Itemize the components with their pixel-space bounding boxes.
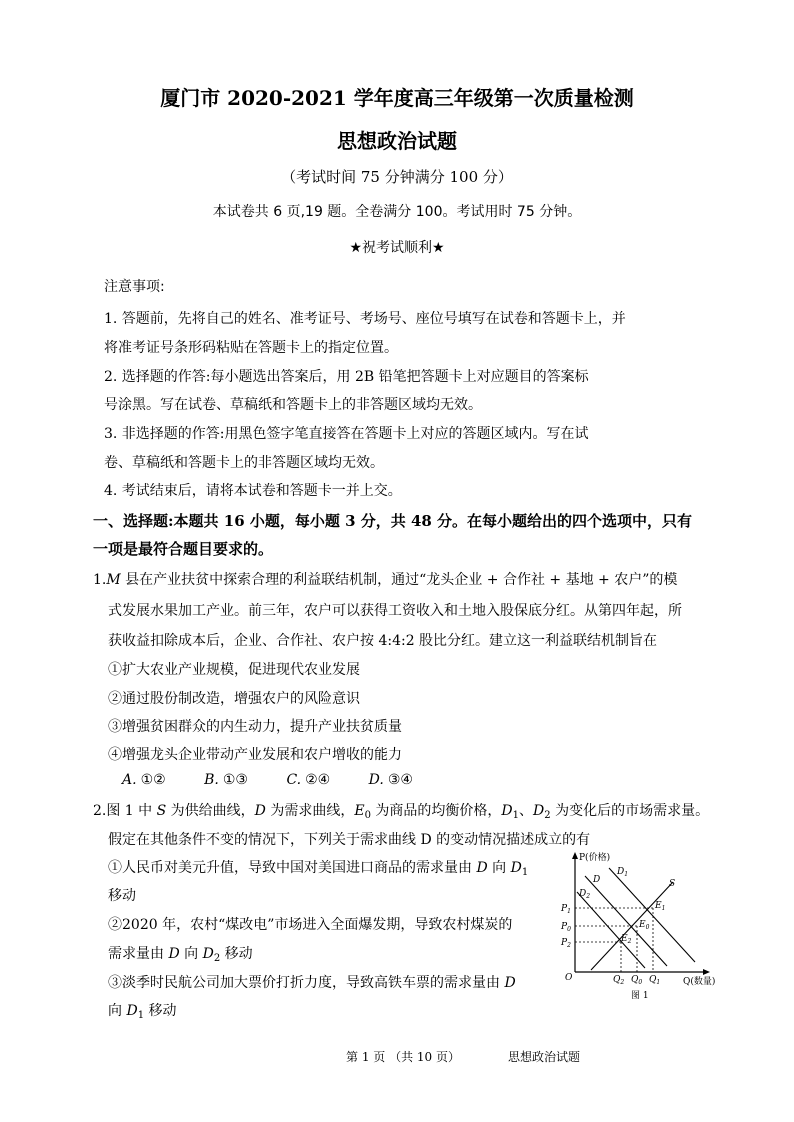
question-2-stem [93, 800, 709, 820]
question-1-item: ①扩大农业产业规模，促进现代农业发展 [108, 662, 360, 678]
notice-heading: 注意事项: [104, 279, 165, 295]
question-1-stem: 获收益扣除成本后，企业、合作社、农户按 4:4:2 股比分红。建立这一利益联结机制旨在 [108, 633, 658, 649]
demand-curve-d [585, 876, 667, 966]
notice-line: 号涂黑。写在试卷、草稿纸和答题卡上的非答题区域均无效。 [104, 397, 482, 413]
section-heading: 一、选择题:本题共 16 小题，每小题 3 分，共 48 分。在每小题给出的四个选项中，只有 [93, 512, 693, 530]
e0-label: $E_0$ [639, 920, 650, 931]
stem-text: 为需求曲线， [265, 803, 355, 819]
option-text: ③④ [387, 772, 413, 788]
option-letter: C. [286, 772, 302, 788]
demand-curve-d1 [609, 868, 695, 962]
stem-text: 图 1 中 [106, 803, 157, 819]
figure-caption: 图 1 [631, 991, 649, 1001]
stem-text: 县在产业扶贫中探索合理的利益联结机制，通过“龙头企业 + 合作社 + 基地 + 农户”的模 [120, 572, 678, 588]
question-number: 1. [93, 572, 107, 588]
question-1-stem [93, 569, 677, 589]
e2-label: $E_2$ [621, 934, 632, 945]
subscript: 1 [521, 867, 529, 878]
notice-line: 3. 非选择题的作答:用黑色签字笔直接答在答题卡上对应的答题区域内。写在试 [104, 426, 589, 442]
question-1-item: ④增强龙头企业带动产业发展和农户增收的能力 [108, 747, 402, 763]
notice-line: 将准考证号条形码粘贴在答题卡上的指定位置。 [104, 340, 398, 356]
subscript: 2 [544, 810, 551, 821]
option-b[interactable] [204, 772, 248, 788]
option-text: ①② [140, 772, 166, 788]
option-letter: D. [368, 772, 384, 788]
option-d[interactable] [369, 772, 413, 788]
question-2-item [108, 972, 516, 992]
item-text: 向 [179, 946, 203, 962]
curve-d2-label: $D_2$ [579, 889, 591, 900]
var-d1: D [501, 803, 513, 819]
option-text: ①③ [222, 772, 248, 788]
var-d2: D [202, 946, 214, 962]
supply-demand-figure [555, 848, 720, 1008]
question-number: 2. [93, 803, 107, 819]
subscript: 2 [213, 953, 221, 964]
q0-label: $Q_0$ [631, 975, 643, 986]
notice-line: 卷、草稿纸和答题卡上的非答题区域均无效。 [104, 455, 384, 471]
item-text: 移动 [144, 1003, 177, 1019]
option-a[interactable] [122, 772, 166, 788]
question-2-item [108, 857, 528, 877]
y-axis-label: P(价格) [579, 853, 611, 863]
notice-line: 2. 选择题的作答:每小题选出答案后，用 2B 铅笔把答题卡上对应题目的答案标 [104, 369, 589, 385]
p0-label: $P_0$ [561, 922, 571, 933]
p2-label: $P_2$ [561, 938, 571, 949]
var-d2: D [533, 803, 545, 819]
var-d: D [504, 975, 516, 991]
section-heading: 一项是最符合题目要求的。 [93, 540, 274, 558]
option-letter: B. [204, 772, 219, 788]
good-luck-note: ★祝考试顺利★ [349, 240, 445, 256]
y-axis-arrow [572, 852, 578, 859]
question-2-item [108, 943, 253, 963]
question-1-item: ②通过股份制改造，增强农户的风险意识 [108, 691, 360, 707]
q1-label: $Q_1$ [649, 975, 661, 986]
var-d: D [476, 860, 488, 876]
question-2-item: 移动 [108, 888, 136, 904]
subscript: 0 [364, 810, 371, 821]
question-2-item: ②2020 年，农村“煤改电”市场进入全面爆发期，导致农村煤炭的 [108, 917, 513, 933]
question-1-stem: 式发展水果加工产业。前三年，农户可以获得工资收入和土地入股保底分红。从第四年起，所 [108, 603, 682, 619]
curve-d-label: D [593, 875, 601, 885]
var-d: D [254, 803, 266, 819]
subscript: 1 [137, 1010, 145, 1021]
footer-subject: 思想政治试题 [508, 1050, 581, 1064]
stem-text: 为商品的均衡价格， [370, 803, 502, 819]
item-text: 向 [108, 1003, 127, 1019]
var-d1: D [126, 1003, 138, 1019]
stem-text: 、 [519, 803, 534, 819]
p1-label: $P_1$ [561, 904, 571, 915]
notice-line: 4. 考试结束后，请将本试卷和答题卡一并上交。 [104, 483, 402, 499]
exam-title: 厦门市 2020-2021 学年度高三年级第一次质量检测 [160, 86, 634, 110]
guide-lines [575, 908, 653, 972]
origin-label: O [565, 973, 573, 983]
curve-d1-label: $D_1$ [617, 867, 629, 878]
var-d1: D [510, 860, 522, 876]
question-1-item: ③增强贫困群众的内生动力，提升产业扶贫质量 [108, 719, 402, 735]
item-text: 需求量由 [108, 946, 169, 962]
option-letter: A. [122, 772, 137, 788]
exam-time-note: （考试时间 75 分钟满分 100 分） [281, 168, 513, 186]
notice-line: 1. 答题前，先将自己的姓名、准考证号、考场号、座位号填写在试卷和答题卡上，并 [104, 311, 626, 327]
e1-label: $E_1$ [655, 901, 666, 912]
question-1-options [122, 772, 447, 788]
exam-summary: 本试卷共 6 页,19 题。全卷满分 100。考试用时 75 分钟。 [212, 204, 582, 220]
x-axis-label: Q(数量) [683, 977, 716, 987]
stem-text: 为供给曲线， [166, 803, 255, 819]
x-axis-arrow [703, 969, 710, 975]
stem-text: 为变化后的市场需求量。 [550, 803, 710, 819]
option-c[interactable] [286, 772, 330, 788]
question-2-stem: 假定在其他条件不变的情况下，下列关于需求曲线 D 的变动情况描述成立的有 [108, 832, 591, 848]
q2-label: $Q_2$ [613, 975, 625, 986]
item-text: 移动 [220, 946, 253, 962]
item-text: ③淡季时民航公司加大票价打折力度，导致高铁车票的需求量由 [108, 975, 505, 991]
item-text: ①人民币对美元升值，导致中国对美国进口商品的需求量由 [108, 860, 477, 876]
question-2-item [108, 1000, 177, 1020]
option-text: ②④ [305, 772, 331, 788]
var-d: D [168, 946, 180, 962]
page-number: 第 1 页 （共 10 页） [346, 1050, 460, 1064]
subscript: 1 [512, 810, 520, 821]
subject-title: 思想政治试题 [337, 129, 457, 153]
var-s: S [156, 803, 167, 819]
var-m: M [106, 572, 121, 588]
item-text: 向 [487, 860, 511, 876]
curve-s-label: S [669, 879, 676, 889]
var-e0: E [354, 803, 365, 819]
